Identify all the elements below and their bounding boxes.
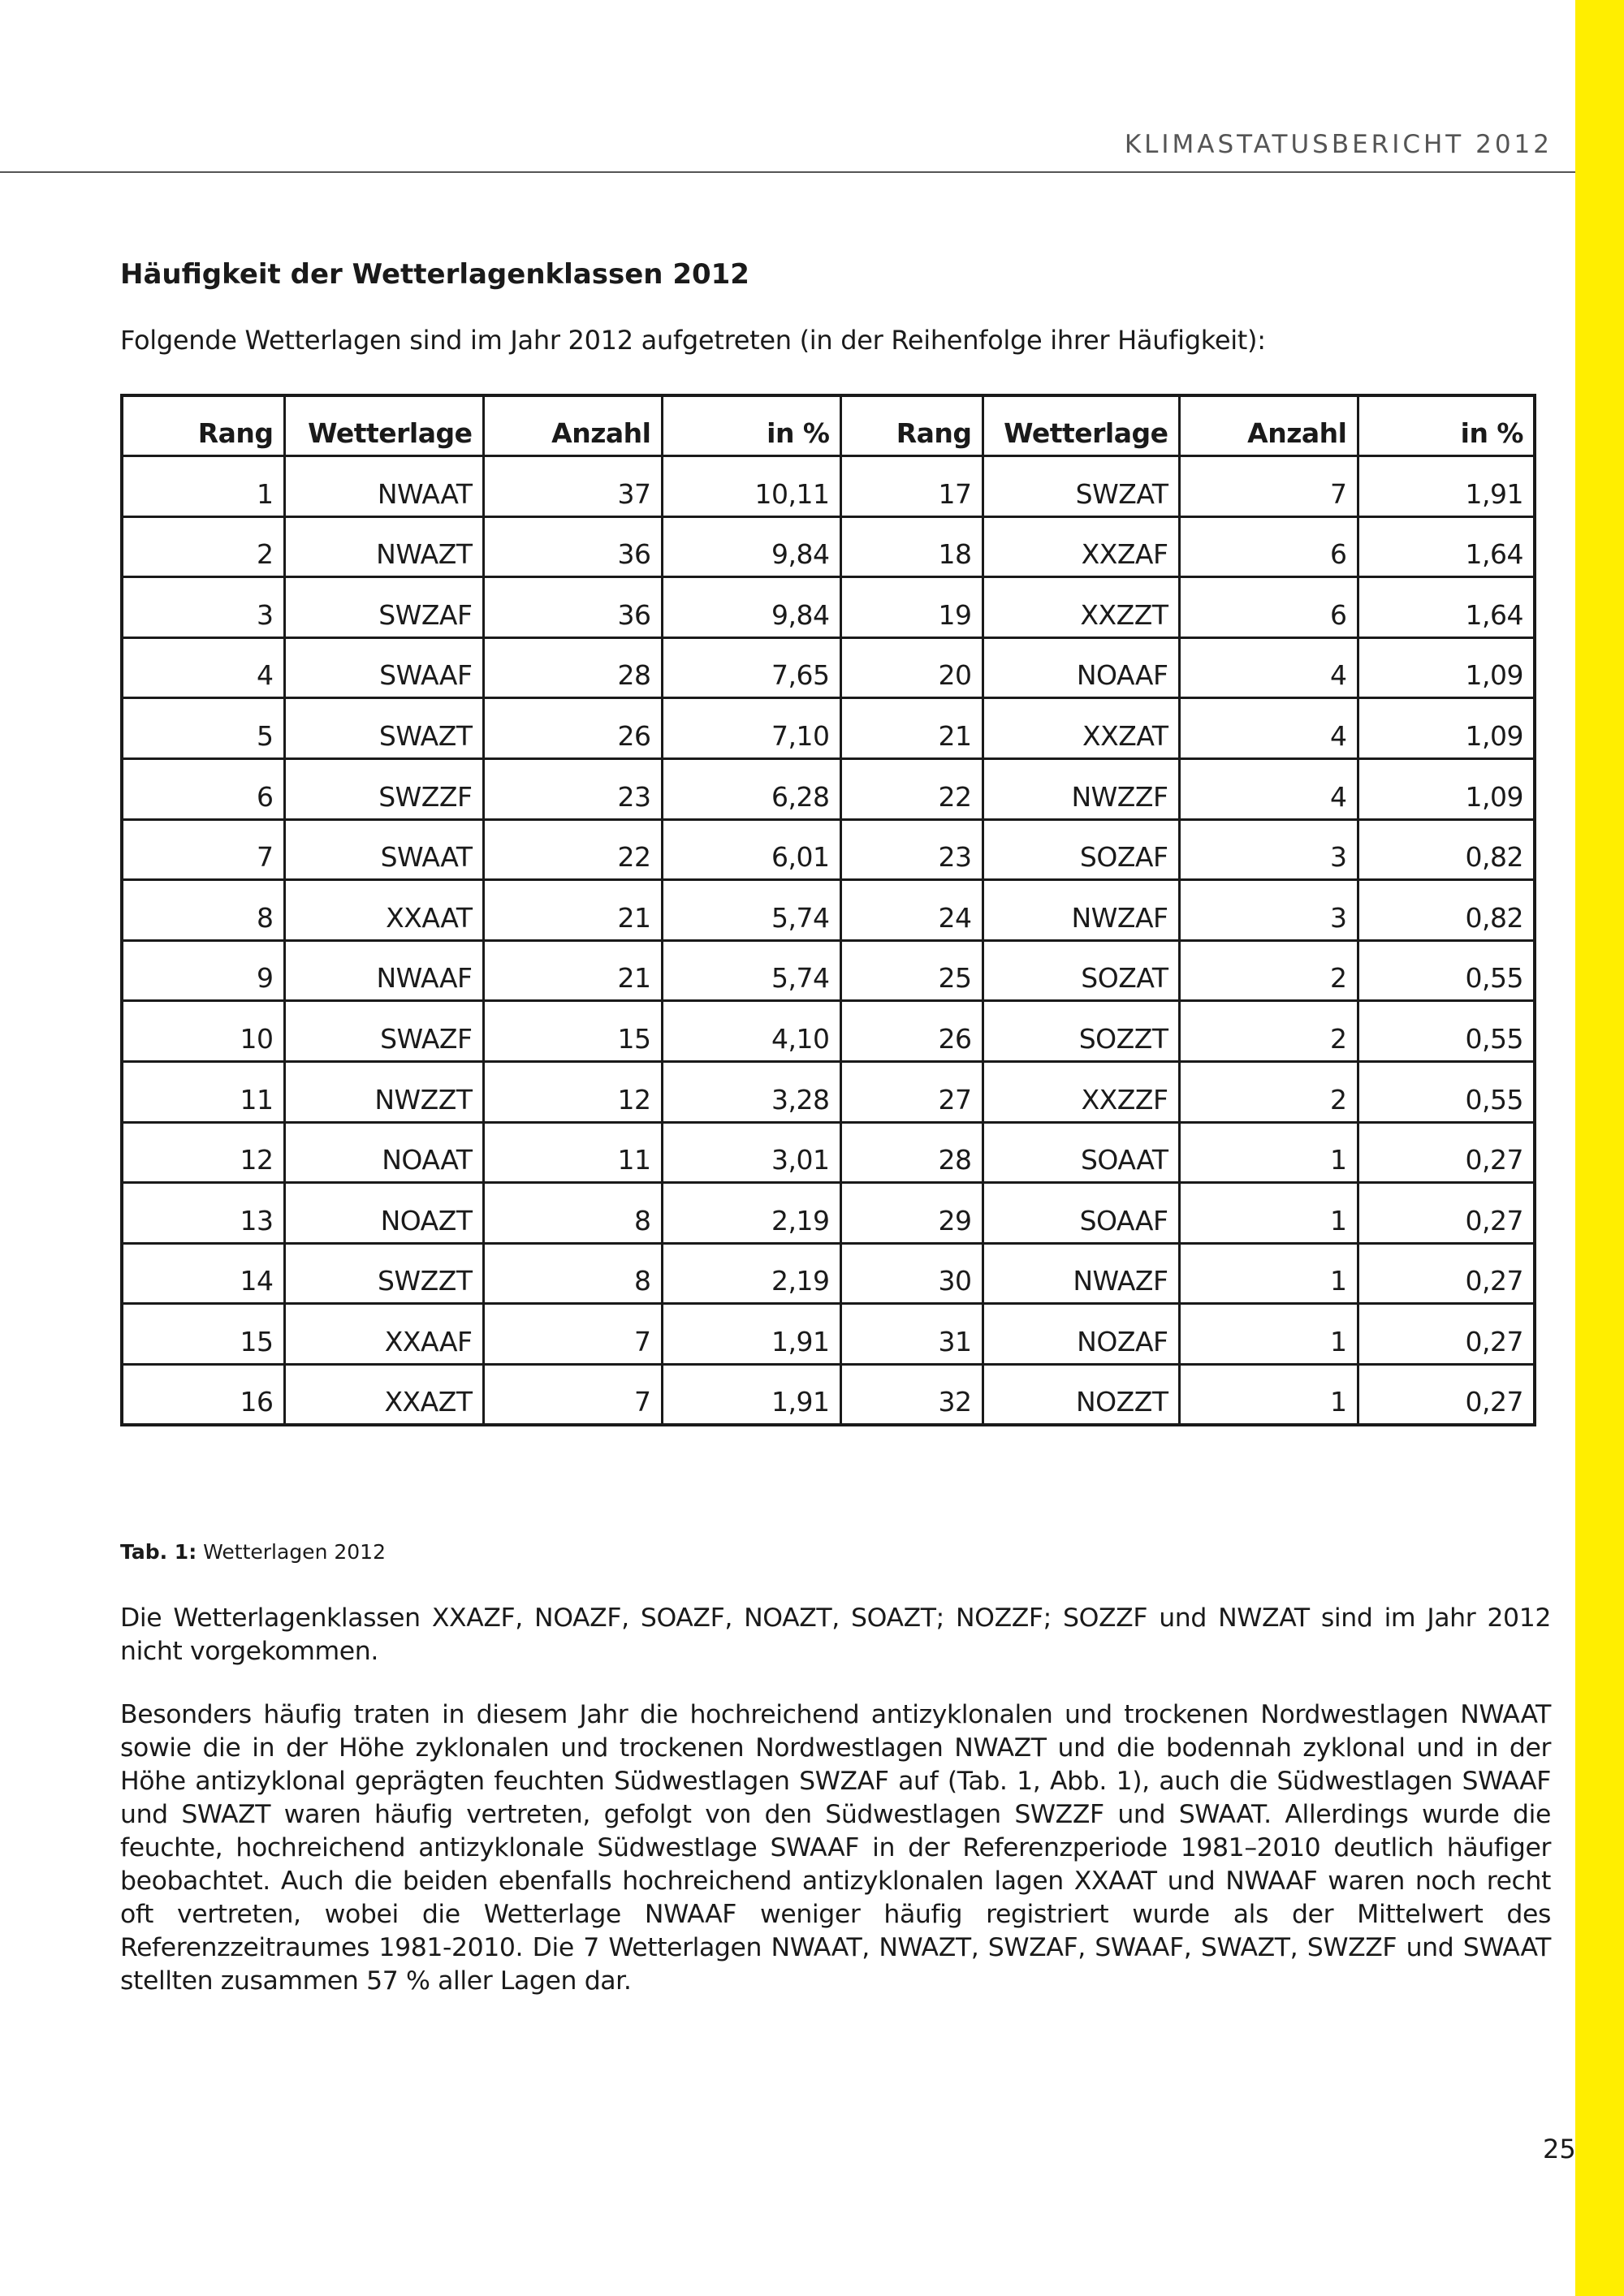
cell-rang: 18 bbox=[840, 516, 983, 577]
cell-prozent: 1,91 bbox=[662, 1304, 840, 1365]
cell-rang: 30 bbox=[840, 1243, 983, 1304]
cell-prozent: 9,84 bbox=[662, 577, 840, 638]
cell-rang: 12 bbox=[122, 1122, 284, 1183]
cell-wetterlage: SWZAF bbox=[284, 577, 483, 638]
cell-wetterlage: SWZZF bbox=[284, 759, 483, 820]
cell-anzahl: 37 bbox=[483, 456, 662, 517]
cell-rang: 32 bbox=[840, 1365, 983, 1426]
cell-anzahl: 36 bbox=[483, 516, 662, 577]
caption-text: Wetterlagen 2012 bbox=[197, 1540, 386, 1564]
cell-prozent: 0,27 bbox=[1358, 1183, 1535, 1244]
cell-rang: 3 bbox=[122, 577, 284, 638]
cell-anzahl: 7 bbox=[483, 1365, 662, 1426]
table-row bbox=[122, 1122, 1535, 1183]
cell-prozent: 1,91 bbox=[1358, 456, 1535, 517]
cell-prozent: 7,10 bbox=[662, 698, 840, 759]
cell-wetterlage: XXAAT bbox=[284, 880, 483, 941]
cell-prozent: 1,09 bbox=[1358, 698, 1535, 759]
cell-prozent: 0,55 bbox=[1358, 1001, 1535, 1062]
cell-rang: 11 bbox=[122, 1062, 284, 1123]
cell-anzahl: 36 bbox=[483, 577, 662, 638]
cell-anzahl: 3 bbox=[1179, 819, 1358, 880]
cell-prozent: 1,91 bbox=[662, 1365, 840, 1426]
cell-prozent: 0,82 bbox=[1358, 819, 1535, 880]
cell-anzahl: 1 bbox=[1179, 1183, 1358, 1244]
cell-wetterlage: XXZAF bbox=[983, 516, 1179, 577]
cell-prozent: 3,01 bbox=[662, 1122, 840, 1183]
cell-prozent: 0,27 bbox=[1358, 1122, 1535, 1183]
caption-label: Tab. 1: bbox=[120, 1540, 197, 1564]
cell-rang: 24 bbox=[840, 880, 983, 941]
cell-wetterlage: NWZZT bbox=[284, 1062, 483, 1123]
intro-text: Folgende Wetterlagen sind im Jahr 2012 aufgetreten (in der Reihenfolge ihrer Häufigkeit): bbox=[120, 325, 1266, 356]
header-prozent: in % bbox=[1358, 395, 1535, 456]
cell-prozent: 2,19 bbox=[662, 1183, 840, 1244]
cell-wetterlage: SOZZT bbox=[983, 1001, 1179, 1062]
cell-wetterlage: NOZAF bbox=[983, 1304, 1179, 1365]
cell-prozent: 2,19 bbox=[662, 1243, 840, 1304]
table-row bbox=[122, 516, 1535, 577]
cell-wetterlage: XXAZT bbox=[284, 1365, 483, 1426]
cell-rang: 15 bbox=[122, 1304, 284, 1365]
cell-anzahl: 8 bbox=[483, 1243, 662, 1304]
cell-anzahl: 22 bbox=[483, 819, 662, 880]
table-body bbox=[122, 456, 1535, 1426]
cell-anzahl: 3 bbox=[1179, 880, 1358, 941]
cell-anzahl: 7 bbox=[1179, 456, 1358, 517]
cell-wetterlage: NWAAT bbox=[284, 456, 483, 517]
cell-rang: 29 bbox=[840, 1183, 983, 1244]
cell-wetterlage: NWAAF bbox=[284, 940, 483, 1001]
header-wetterlage: Wetterlage bbox=[983, 395, 1179, 456]
table-row bbox=[122, 759, 1535, 820]
header-anzahl: Anzahl bbox=[483, 395, 662, 456]
cell-rang: 2 bbox=[122, 516, 284, 577]
cell-rang: 13 bbox=[122, 1183, 284, 1244]
cell-anzahl: 1 bbox=[1179, 1304, 1358, 1365]
cell-wetterlage: XXZAT bbox=[983, 698, 1179, 759]
table-row bbox=[122, 1001, 1535, 1062]
cell-wetterlage: SWAZT bbox=[284, 698, 483, 759]
cell-anzahl: 6 bbox=[1179, 577, 1358, 638]
cell-wetterlage: SWAAF bbox=[284, 637, 483, 698]
cell-anzahl: 21 bbox=[483, 880, 662, 941]
weather-types-table bbox=[120, 394, 1536, 1426]
cell-anzahl: 4 bbox=[1179, 759, 1358, 820]
cell-rang: 20 bbox=[840, 637, 983, 698]
cell-anzahl: 2 bbox=[1179, 940, 1358, 1001]
cell-anzahl: 2 bbox=[1179, 1062, 1358, 1123]
cell-prozent: 0,82 bbox=[1358, 880, 1535, 941]
cell-rang: 31 bbox=[840, 1304, 983, 1365]
cell-wetterlage: NOAAT bbox=[284, 1122, 483, 1183]
cell-wetterlage: NWZAF bbox=[983, 880, 1179, 941]
cell-prozent: 5,74 bbox=[662, 880, 840, 941]
cell-rang: 17 bbox=[840, 456, 983, 517]
cell-rang: 25 bbox=[840, 940, 983, 1001]
cell-anzahl: 23 bbox=[483, 759, 662, 820]
paragraph-analysis: Besonders häufig traten in diesem Jahr die hochreichend antizyklonalen und trockenen Nordwestlagen NWAAT sowie die in der Höhe zyklonalen und trockenen Nordwestlagen NWAZT und die bodennah zyklonal und in der Höhe antizyklonal geprägten feuchten Südwestlagen SWZAF auf (Tab. 1, Abb. 1), auch die Südwestlagen SWAAF und SWAZT waren häufig vertreten, gefolgt von den Südwestlagen SWZZF und SWAAT. Allerdings wurde die feuchte, hochreichend antizyklonale Südwestlage SWAAF in der Referenzperiode 1981–2010 deutlich häufiger beobachtet. Auch die beiden ebenfalls hochreichend antizyklonalen lagen XXAAT und NWAAF waren noch recht oft vertreten, wobei die Wetterlage NWAAF weniger häufig registriert wurde als der Mittelwert des Referenzzeitraumes 1981-2010. Die 7 Wetterlagen NWAAT, NWAZT, SWZAF, SWAAF, SWAZT, SWZZF und SWAAT stellten zusammen 57 % aller Lagen dar. bbox=[120, 1700, 1551, 1996]
header-rule bbox=[0, 171, 1575, 173]
cell-wetterlage: XXAAF bbox=[284, 1304, 483, 1365]
cell-anzahl: 8 bbox=[483, 1183, 662, 1244]
cell-rang: 1 bbox=[122, 456, 284, 517]
cell-rang: 10 bbox=[122, 1001, 284, 1062]
cell-wetterlage: SOAAF bbox=[983, 1183, 1179, 1244]
table-row bbox=[122, 1062, 1535, 1123]
header-anzahl: Anzahl bbox=[1179, 395, 1358, 456]
cell-wetterlage: NOZZT bbox=[983, 1365, 1179, 1426]
table-row bbox=[122, 698, 1535, 759]
table-row bbox=[122, 880, 1535, 941]
cell-rang: 9 bbox=[122, 940, 284, 1001]
cell-prozent: 1,09 bbox=[1358, 637, 1535, 698]
cell-anzahl: 26 bbox=[483, 698, 662, 759]
cell-anzahl: 1 bbox=[1179, 1243, 1358, 1304]
cell-anzahl: 28 bbox=[483, 637, 662, 698]
cell-prozent: 1,09 bbox=[1358, 759, 1535, 820]
cell-rang: 14 bbox=[122, 1243, 284, 1304]
cell-anzahl: 1 bbox=[1179, 1122, 1358, 1183]
cell-wetterlage: NOAZT bbox=[284, 1183, 483, 1244]
cell-anzahl: 15 bbox=[483, 1001, 662, 1062]
cell-anzahl: 6 bbox=[1179, 516, 1358, 577]
table-caption bbox=[120, 1540, 386, 1564]
cell-prozent: 1,64 bbox=[1358, 516, 1535, 577]
header-wetterlage: Wetterlage bbox=[284, 395, 483, 456]
table-row bbox=[122, 819, 1535, 880]
section-title: Häufigkeit der Wetterlagenklassen 2012 bbox=[120, 258, 749, 291]
cell-anzahl: 11 bbox=[483, 1122, 662, 1183]
cell-anzahl: 12 bbox=[483, 1062, 662, 1123]
cell-wetterlage: SOZAF bbox=[983, 819, 1179, 880]
cell-wetterlage: XXZZF bbox=[983, 1062, 1179, 1123]
header-rang: Rang bbox=[122, 395, 284, 456]
cell-rang: 4 bbox=[122, 637, 284, 698]
table-row bbox=[122, 1304, 1535, 1365]
table-row bbox=[122, 456, 1535, 517]
cell-prozent: 0,27 bbox=[1358, 1304, 1535, 1365]
cell-anzahl: 7 bbox=[483, 1304, 662, 1365]
cell-prozent: 0,27 bbox=[1358, 1365, 1535, 1426]
cell-rang: 21 bbox=[840, 698, 983, 759]
cell-rang: 8 bbox=[122, 880, 284, 941]
running-header-title: KLIMASTATUSBERICHT 2012 bbox=[1124, 130, 1553, 159]
header-rang: Rang bbox=[840, 395, 983, 456]
cell-rang: 27 bbox=[840, 1062, 983, 1123]
table-row bbox=[122, 1243, 1535, 1304]
cell-rang: 6 bbox=[122, 759, 284, 820]
table-header-row bbox=[122, 395, 1535, 456]
table-row bbox=[122, 1365, 1535, 1426]
cell-wetterlage: NWAZF bbox=[983, 1243, 1179, 1304]
table-row bbox=[122, 577, 1535, 638]
cell-prozent: 0,55 bbox=[1358, 1062, 1535, 1123]
cell-rang: 7 bbox=[122, 819, 284, 880]
cell-anzahl: 1 bbox=[1179, 1365, 1358, 1426]
cell-anzahl: 21 bbox=[483, 940, 662, 1001]
cell-wetterlage: SOZAT bbox=[983, 940, 1179, 1001]
cell-prozent: 6,28 bbox=[662, 759, 840, 820]
cell-prozent: 0,27 bbox=[1358, 1243, 1535, 1304]
cell-rang: 5 bbox=[122, 698, 284, 759]
cell-wetterlage: SOAAT bbox=[983, 1122, 1179, 1183]
cell-prozent: 3,28 bbox=[662, 1062, 840, 1123]
cell-anzahl: 2 bbox=[1179, 1001, 1358, 1062]
cell-prozent: 9,84 bbox=[662, 516, 840, 577]
cell-wetterlage: SWZZT bbox=[284, 1243, 483, 1304]
cell-wetterlage: SWAAT bbox=[284, 819, 483, 880]
table-row bbox=[122, 1183, 1535, 1244]
cell-wetterlage: NOAAF bbox=[983, 637, 1179, 698]
table-row bbox=[122, 940, 1535, 1001]
cell-rang: 23 bbox=[840, 819, 983, 880]
cell-prozent: 7,65 bbox=[662, 637, 840, 698]
page-number: 25 bbox=[1543, 2134, 1576, 2164]
cell-prozent: 6,01 bbox=[662, 819, 840, 880]
paragraph-missing-types: Die Wetterlagenklassen XXAZF, NOAZF, SOAZF, NOAZT, SOAZT; NOZZF; SOZZF und NWZAT sind im Jahr 2012 nicht vorgekommen. bbox=[120, 1603, 1551, 1666]
cell-anzahl: 4 bbox=[1179, 637, 1358, 698]
cell-wetterlage: SWAZF bbox=[284, 1001, 483, 1062]
cell-wetterlage: SWZAT bbox=[983, 456, 1179, 517]
cell-rang: 19 bbox=[840, 577, 983, 638]
cell-prozent: 10,11 bbox=[662, 456, 840, 517]
cell-wetterlage: NWAZT bbox=[284, 516, 483, 577]
cell-wetterlage: NWZZF bbox=[983, 759, 1179, 820]
cell-wetterlage: XXZZT bbox=[983, 577, 1179, 638]
cell-rang: 22 bbox=[840, 759, 983, 820]
cell-prozent: 1,64 bbox=[1358, 577, 1535, 638]
header-prozent: in % bbox=[662, 395, 840, 456]
cell-rang: 28 bbox=[840, 1122, 983, 1183]
cell-rang: 16 bbox=[122, 1365, 284, 1426]
cell-prozent: 4,10 bbox=[662, 1001, 840, 1062]
yellow-margin-bar bbox=[1575, 0, 1624, 2296]
cell-prozent: 0,55 bbox=[1358, 940, 1535, 1001]
cell-rang: 26 bbox=[840, 1001, 983, 1062]
table-row bbox=[122, 637, 1535, 698]
cell-prozent: 5,74 bbox=[662, 940, 840, 1001]
cell-anzahl: 4 bbox=[1179, 698, 1358, 759]
